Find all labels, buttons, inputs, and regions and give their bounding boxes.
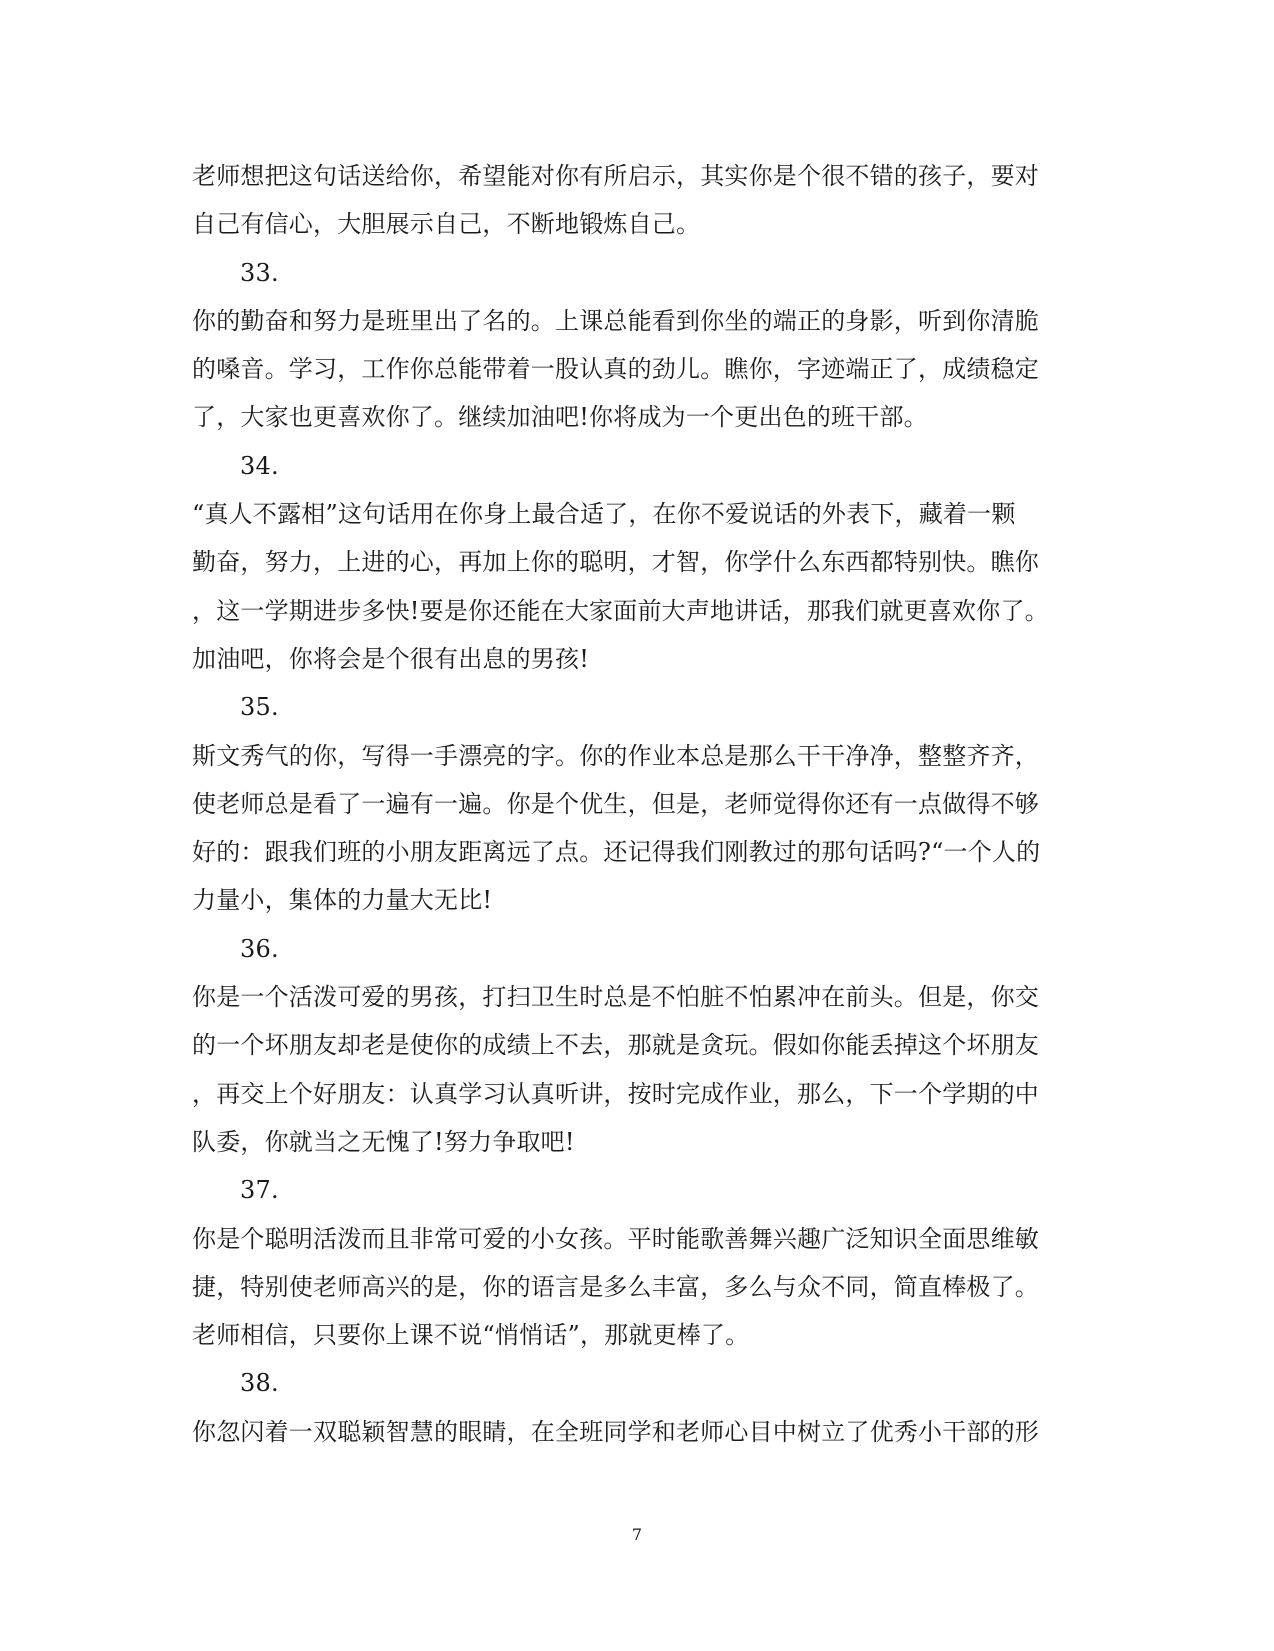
text-line: ，再交上个好朋友：认真学习认真听讲，按时完成作业，那么，下一个学期的中 [192, 1079, 1039, 1108]
text-line: 的嗓音。学习，工作你总能带着一股认真的劲儿。瞧你，字迹端正了，成绩稳定 [192, 355, 1039, 384]
text-line: 使老师总是看了一遍有一遍。你是个优生，但是，老师觉得你还有一点做得不够 [192, 789, 1039, 818]
item-number: 37. [240, 1176, 279, 1205]
item-number: 34. [240, 451, 279, 480]
item-number: 36. [240, 934, 279, 963]
text-line: 捷，特别使老师高兴的是，你的语言是多么丰富，多么与众不同，简直棒极了。 [192, 1272, 1039, 1301]
text-line: 自己有信心，大胆展示自己，不断地锻炼自己。 [192, 210, 701, 239]
text-line: 好的：跟我们班的小朋友距离远了点。还记得我们刚教过的那句话吗?“一个人的 [192, 838, 1041, 867]
document-body [192, 152, 1082, 1456]
item-number: 35. [240, 693, 279, 722]
text-line: 老师相信，只要你上课不说“悄悄话”，那就更棒了。 [192, 1321, 750, 1350]
text-line: 你是一个活泼可爱的男孩，打扫卫生时总是不怕脏不怕累冲在前头。但是，你交 [192, 983, 1039, 1012]
text-line: 你忽闪着一双聪颖智慧的眼睛，在全班同学和老师心目中树立了优秀小干部的形 [192, 1417, 1039, 1446]
text-line: 你的勤奋和努力是班里出了名的。上课总能看到你坐的端正的身影，听到你清脆 [192, 306, 1039, 335]
text-line: 队委，你就当之无愧了!努力争取吧! [192, 1127, 575, 1156]
text-line: 你是个聪明活泼而且非常可爱的小女孩。平时能歌善舞兴趣广泛知识全面思维敏 [192, 1224, 1039, 1253]
text-line: 力量小，集体的力量大无比! [192, 886, 493, 915]
text-line: ，这一学期进步多快!要是你还能在大家面前大声地讲话，那我们就更喜欢你了。 [192, 596, 1049, 625]
text-line: 斯文秀气的你，写得一手漂亮的字。你的作业本总是那么干干净净，整整齐齐， [192, 741, 1039, 770]
text-line: 加油吧，你将会是个很有出息的男孩! [192, 644, 590, 673]
text-line: 的一个坏朋友却老是使你的成绩上不去，那就是贪玩。假如你能丢掉这个坏朋友 [192, 1031, 1039, 1060]
text-line: 了，大家也更喜欢你了。继续加油吧!你将成为一个更出色的班干部。 [192, 403, 928, 432]
item-number: 38. [240, 1369, 279, 1398]
text-line: 勤奋，努力，上进的心，再加上你的聪明，才智，你学什么东西都特别快。瞧你 [192, 548, 1039, 577]
item-number: 33. [240, 258, 279, 287]
page-number: 7 [631, 1525, 643, 1544]
text-line: “真人不露相”这句话用在你身上最合适了，在你不爱说话的外表下，藏着一颗 [192, 500, 1016, 529]
text-line: 老师想把这句话送给你，希望能对你有所启示，其实你是个很不错的孩子，要对 [192, 162, 1039, 190]
